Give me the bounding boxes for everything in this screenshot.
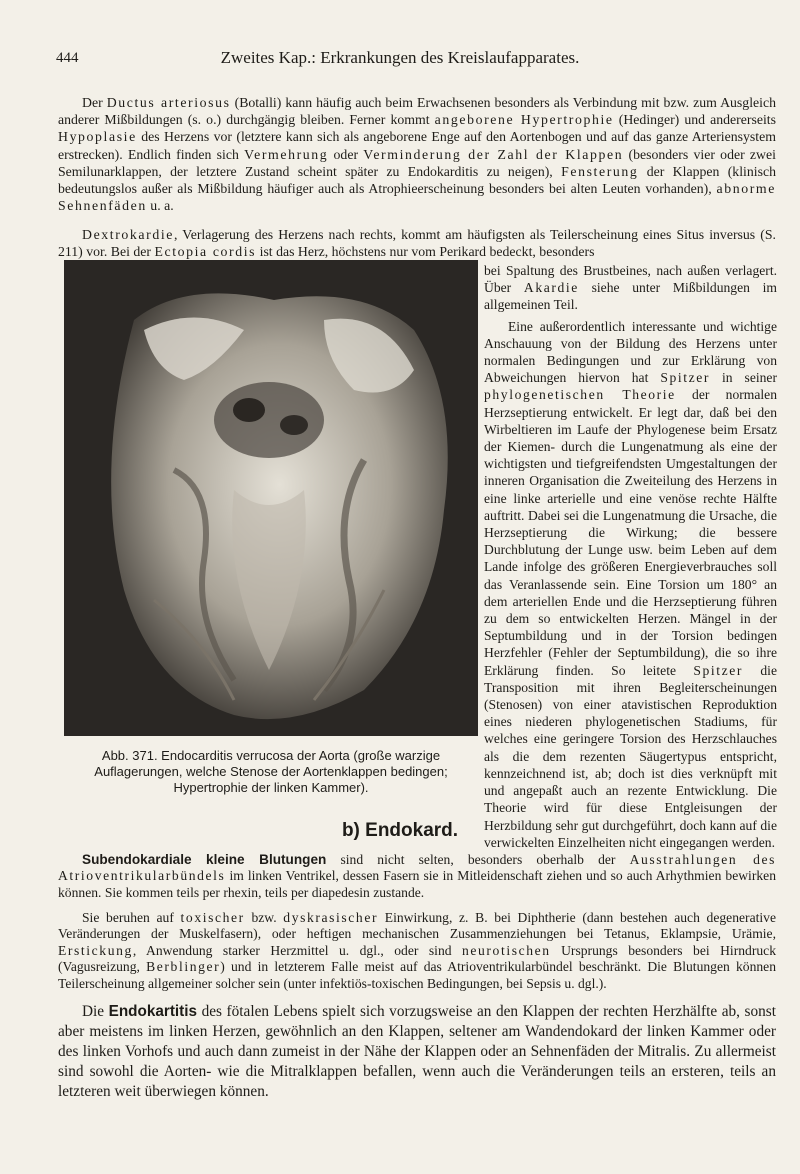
term-ectopia-cordis: Ectopia cordis [154, 244, 257, 260]
paragraph-ductus-arteriosus [58, 94, 776, 214]
text-run: des fötalen Lebens spielt sich vorzugsweise an den Klappen der rechten Herzhälfte ab, sonst aber meistens im linken Herzen, gewöhnlich an den Klappen, seltener am Wandendokard der linken Kammer oder des linken Vorhofs und auch dann zumeist in der Nähe der Klappen oder an Sehnenfäden der Mitralis. Zu allermeist sind sowohl die Aorten- wie die Mitralklappen befallen, wenn auch die Veränderungen teils an ersteren, teils an letzteren weit überwiegen können. [58, 1003, 776, 1100]
author-name: Spitzer [693, 662, 744, 678]
paragraph-blutungen [58, 852, 776, 901]
text-run: ) und in letzterem Falle meist auf das Atrioventrikularbündel beschränkt. Die Blutungen können Teilerscheinung allgemeiner solcher sein (unter infektiös-toxischen Bedingungen, bei Sepsis u. dgl.). [58, 959, 777, 991]
text-run: (besonders vier oder zwei Semilunarklappen, der letztere Zustand scheint später zu Endokarditis zu neigen), [58, 146, 776, 179]
text-run: Einwirkung, z. B. bei Diphtherie (dann bestehen auch degenerative Veränderungen der Muskelfasern), oder heftigen mechanischen Zusammenziehungen bei Tetanus, Eklampsie, Urämie, [58, 910, 776, 942]
lead-term: Subendokardiale kleine Blutungen [82, 852, 327, 867]
author-name: Berblinger [146, 959, 221, 975]
term-ductus-arteriosus: Ductus arteriosus [106, 95, 231, 110]
term-angeborene-hypertrophie: angeborene Hypertrophie [434, 112, 614, 128]
text-run: siehe unter Mißbildungen im allgemeinen Teil. [484, 280, 778, 313]
term-toxischer: toxischer [180, 910, 245, 925]
term-dyskrasischer: dyskrasischer [283, 910, 379, 925]
side-column-text [484, 262, 777, 851]
text-run: Sie beruhen auf [82, 910, 181, 925]
term-hypoplasie: Hypoplasie [58, 129, 137, 145]
term-atrioventrikularbuendel: Ausstrahlungen des Atrioventrikularbündels [58, 852, 776, 884]
text-run: des Herzens vor (letztere kann sich als angeborene Enge auf den Aortenbogen und auf das ganze Arteriensystem erstrecken). Endlich finden sich [58, 129, 776, 162]
text-run: oder [328, 146, 364, 162]
text-run: Der [82, 95, 107, 110]
text-run: der normalen Herzseptierung entwickelt. Er legt dar, daß bei den Wirbeltieren im Laufe der Phylogenese beim Ersatz der Kiemen- durch die Lungenatmung als eine der wichtigsten und tiefgreifendsten Umgestaltungen der inneren Organisation die Zweiteilung des Herzens in eine linke arterielle und eine venöse rechte Hälfte auftritt. Dabei sei die Lungenatmung die Ursache, die Herzseptierung die Wirkung; die bessere Durchblutung der Lunge usw. beim Leben auf dem Lande infolge des größeren Energieverbrauches soll das Veranlassende sein. Eine Torsion um 180° an dem arteriellen Ende und die Herzseptierung führen zu dem so entwickelten Herzen. Mängel in der Septumbildung und in der Torsion bedingen Herzfehler (Fehler der Septumbildung), die so ihre Erklärung finden. So leitete [484, 387, 777, 678]
text-run: in seiner [710, 370, 777, 386]
term-abnorme-sehnenfaeden: abnorme Sehnenfäden [58, 181, 776, 214]
text-run: Ursprungs besonders bei Hirndruck (Vagusreizung, [58, 942, 776, 975]
paragraph-dextrokardie [58, 226, 776, 260]
term-neurotischen: neurotischen [462, 942, 551, 958]
page-number: 444 [56, 50, 79, 66]
text-run: Die [82, 1003, 109, 1020]
figure-heart-photograph [64, 260, 478, 736]
term-vermehrung: Vermehrung [244, 146, 329, 162]
text-run: die Transposition mit ihren Begleiterscheinungen (Stenosen) von einer atavistischen Reproduktion eines niederen phylogenetischen Stadiums, für welches eine geringere Torsion des Herzschlauches als die dem rezenten Säugertypus entspricht, kennzeichnend ist, ab; doch ist dies verknüpft mit und angepaßt auch an rezente Entwicklung. Die Theorie wird für diese Entgleisungen der Herzbildung sehr gut durchgeführt, doch kann auf die verwickelten Einzelheiten nicht eingegangen werden. [484, 662, 777, 850]
text-run: sind nicht selten, besonders oberhalb der [326, 852, 630, 867]
term-akardie: Akardie [523, 280, 579, 296]
section-heading: b) Endokard. [341, 820, 459, 841]
heart-illustration [64, 260, 478, 736]
figure-caption: Abb. 371. Endocarditis verrucosa der Aorta (große warzige Auflagerungen, welche Stenose der Aortenklappen bedingen; Hypertrophie der linken Kammer). [94, 748, 448, 795]
term-erstickung: Erstickung [58, 942, 133, 958]
lead-term: Endokartitis [108, 1003, 198, 1020]
author-name: Spitzer [660, 370, 711, 386]
running-head: Zweites Kap.: Erkrankungen des Kreislaufapparates. [220, 48, 580, 67]
term-verminderung: Verminderung der Zahl der Klappen [363, 146, 624, 162]
paragraph-akardie [484, 262, 777, 314]
term-phylogenetische-theorie: phylogenetischen Theorie [484, 387, 676, 403]
text-run: u. a. [146, 198, 174, 214]
text-run: (Hedinger) und andererseits [613, 112, 777, 128]
paragraph-ursachen [58, 910, 776, 992]
text-run: der Klappen (klinisch bedeutungslos außer als Mißbildung häufiger auch als Atrophieerscheinung besonders bei alten Leuten vorhanden), [58, 163, 776, 197]
term-fensterung: Fensterung [561, 163, 639, 179]
text-run: im linken Ventrikel, dessen Fasern sie in Mitleidenschaft ziehen und so auch Arhythmien bewirken können. Sie kommen teils per rhexin, teils per diapedesin zustande. [58, 868, 776, 900]
text-run: , Anwendung starker Herzmittel u. dgl., oder sind [132, 942, 462, 958]
text-run: , Verlagerung des Herzens nach rechts, kommt am häufigsten als Teilerscheinung eines Situs inversus (S. 211) vor. Bei der [58, 227, 776, 260]
text-run: bzw. [244, 910, 284, 925]
paragraph-spitzer-theory [484, 318, 777, 851]
text-run: ist das Herz, höchstens nur vom Perikard bedeckt, besonders [256, 244, 595, 260]
text-run: bei Spaltung des Brustbeines, nach außen verlagert. Über [484, 263, 777, 296]
text-run: Eine außerordentlich interessante und wichtige Anschauung von der Bildung des Herzens unter normalen Bedingungen und zur Erklärung von Abweichungen hiervon hat [484, 318, 777, 386]
text-run: (Botalli) kann häufig auch beim Erwachsenen besonders als Verbindung mit bzw. zum Ausgleich anderer Mißbildungen (s. o.) durchgängig bleiben. Ferner kommt [58, 95, 777, 128]
term-dextrokardie: Dextrokardie [82, 227, 174, 242]
paragraph-endokartitis [58, 1002, 776, 1102]
